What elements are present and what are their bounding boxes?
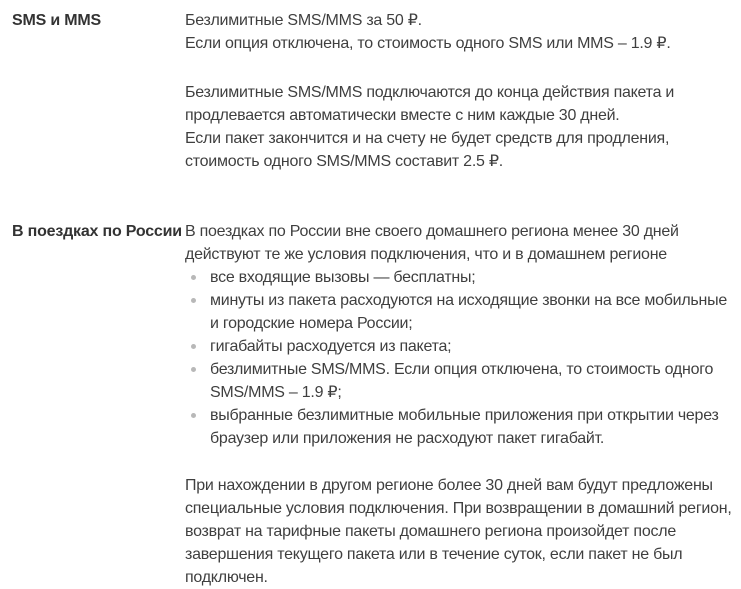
term-label: В поездках по России [12,223,182,240]
bullet-text: гигабайты расходуется из пакета; [210,338,452,355]
bullet-icon [191,275,196,280]
text-line: При нахождении в другом регионе более 30 дней вам будут предложены специальные условия подключения. При возвращении в домашний регион, возврат на тарифные пакеты домашнего региона произойдет после завершения текущего пакета или в течение суток, если пакет не был подключен. [185,477,732,586]
bullet-icon [191,344,196,349]
bullet-icon [191,298,196,303]
paragraph [185,474,735,589]
text-line: Безлимитные SMS/MMS подключаются до конца действия пакета и продлевается автоматически вместе с ним каждые 30 дней. [185,84,675,124]
bullet-text: выбранные безлимитные мобильные приложения при открытии через браузер или приложения не расходуют пакет гигабайт. [210,407,719,447]
bullet-item [185,404,735,450]
text-line: В поездках по России вне своего домашнего региона менее 30 дней действуют те же условия подключения, что и в домашнем регионе [185,223,679,263]
term-description [185,9,735,173]
term-label: SMS и MMS [12,12,101,29]
paragraph [185,81,735,173]
bullet-text: все входящие вызовы — бесплатны; [210,269,476,286]
bullet-text: минуты из пакета расходуются на исходящие звонки на все мобильные и городские номера России; [210,292,727,332]
bullet-text: безлимитные SMS/MMS. Если опция отключена, то стоимость одного SMS/MMS – 1.9 ₽; [210,361,714,401]
bullet-icon [191,413,196,418]
bullet-list [185,266,735,450]
bullet-item [185,335,735,358]
text-line: Безлимитные SMS/MMS за 50 ₽. [185,12,422,29]
term-description [185,220,735,589]
bullet-item [185,266,735,289]
bullet-item [185,358,735,404]
tariff-row [12,9,735,173]
text-line: Если опция отключена, то стоимость одного SMS или MMS – 1.9 ₽. [185,35,671,52]
text-line: Если пакет закончится и на счету не будет средств для продления, стоимость одного SMS/MMS составит 2.5 ₽. [185,130,670,170]
bullet-icon [191,367,196,372]
tariff-row [12,220,735,589]
paragraph [185,220,735,266]
paragraph [185,9,735,55]
bullet-item [185,289,735,335]
